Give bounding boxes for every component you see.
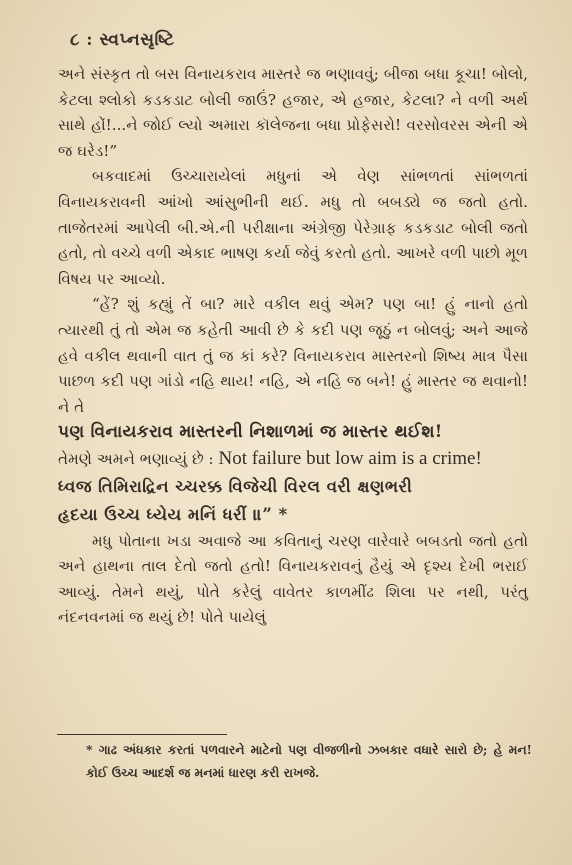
page-header: ૮ : સ્વપ્નસૃષ્ટિ bbox=[70, 30, 175, 50]
closing-paragraph: મધુ પોતાના ખડા અવાજે આ કવિતાનું ચરણ વારેવારે બબડતો જતો હતો અને હાથના તાલ દેતો જતો હતો! વિનાયકરાવનું હૈયું એ દૃશ્ય દેખી ભરાઈ આવ્યું. તેમને થયું, પોતે કરેલું વાવેતર કાળમીંઢ શિલા પર નથી, પરંતુ નંદનવનમાં જ થયું છે! પોતે પાયેલું bbox=[58, 531, 528, 627]
paragraph-2: બકવાદમાં ઉચ્ચારાયેલાં મધુનાં એ વેણ સાંભળતાં સાંભળતાં વિનાયકરાવની આંખો આંસુભીની થઈ. મધુ તો બબડ્યે જ જતો હતો. તાજેતરમાં આપેલી બી.એ.ની પરીક્ષાના અંગ્રેજી પેરેગ્રાફ કડકડાટ બોલી જતો હતો, તો વચ્ચે વળી એકાદ ભાષણ કર્યા જેવું કરતો હતો. આખરે વળી પાછો મૂળ વિષય પર આવ્યો. bbox=[58, 167, 528, 288]
quote-prefix: તેમણે અમને ભણાવ્યું છે : bbox=[58, 449, 214, 468]
footnote: * ગાઢ અંધકાર કરતાં પળવારને માટેનો પણ વીજળીનો ઝબકાર વધારે સારો છે; હે મન! કોઈ ઉચ્ચ આદર્શ જ મનમાં ધારણ કરી રાખજે. bbox=[86, 742, 532, 780]
english-quote: Not failure but low aim is a crime! bbox=[218, 447, 482, 469]
paragraph-3: “હેં? શું કહ્યું તેં બા? મારે વકીલ થવું એમ? પણ બા! હું નાનો હતો ત્યારથી તું તો એમ જ કહેતી આવી છે કે કદી પણ જૂઠું ન બોલવું; અને આજે હવે વકીલ થવાની વાત તું જ કાં કરે? વિનાયકરાવ માસ્તરનો શિષ્ય માત્ર પૈસા પાછળ કદી પણ ગાંડો નહિ થાય! નહિ, એ નહિ જ બને! હું માસ્તર જ થવાનો! ને તે bbox=[58, 295, 528, 416]
footnote-divider bbox=[57, 734, 227, 735]
poem-line-2: હૃદયા ઉચ્ચ ધ્યેય મનિં ધરીં ॥” * bbox=[58, 504, 288, 524]
page-body bbox=[58, 62, 528, 631]
emphasized-line: પણ વિનાયકરાવ માસ્તરની નિશાળમાં જ માસ્તર થઈશ! bbox=[58, 422, 443, 443]
poem-line-1: ધ્વજ તિમિરાદ્રિન ચ્ચરક્ક વિજેચી વિરલ વરી ક્ષણભરી bbox=[58, 476, 413, 496]
quote-line bbox=[58, 446, 528, 473]
paragraph-1: અને સંસ્કૃત તો બસ વિનાયકરાવ માસ્તરે જ ભણાવવું; બીજા બધા કૂચા! બોલો, કેટલા શ્લોકો કડકડાટ બોલી જાઉં? હજાર, એ હજાર, કેટલા? ને વળી અર્થ સાથે હોં!...ને જોઈ લ્યો અમારા કૉલેજના બધા પ્રોફેસરો! વરસોવરસ એની એ જ ઘરેડ!” bbox=[58, 65, 528, 160]
